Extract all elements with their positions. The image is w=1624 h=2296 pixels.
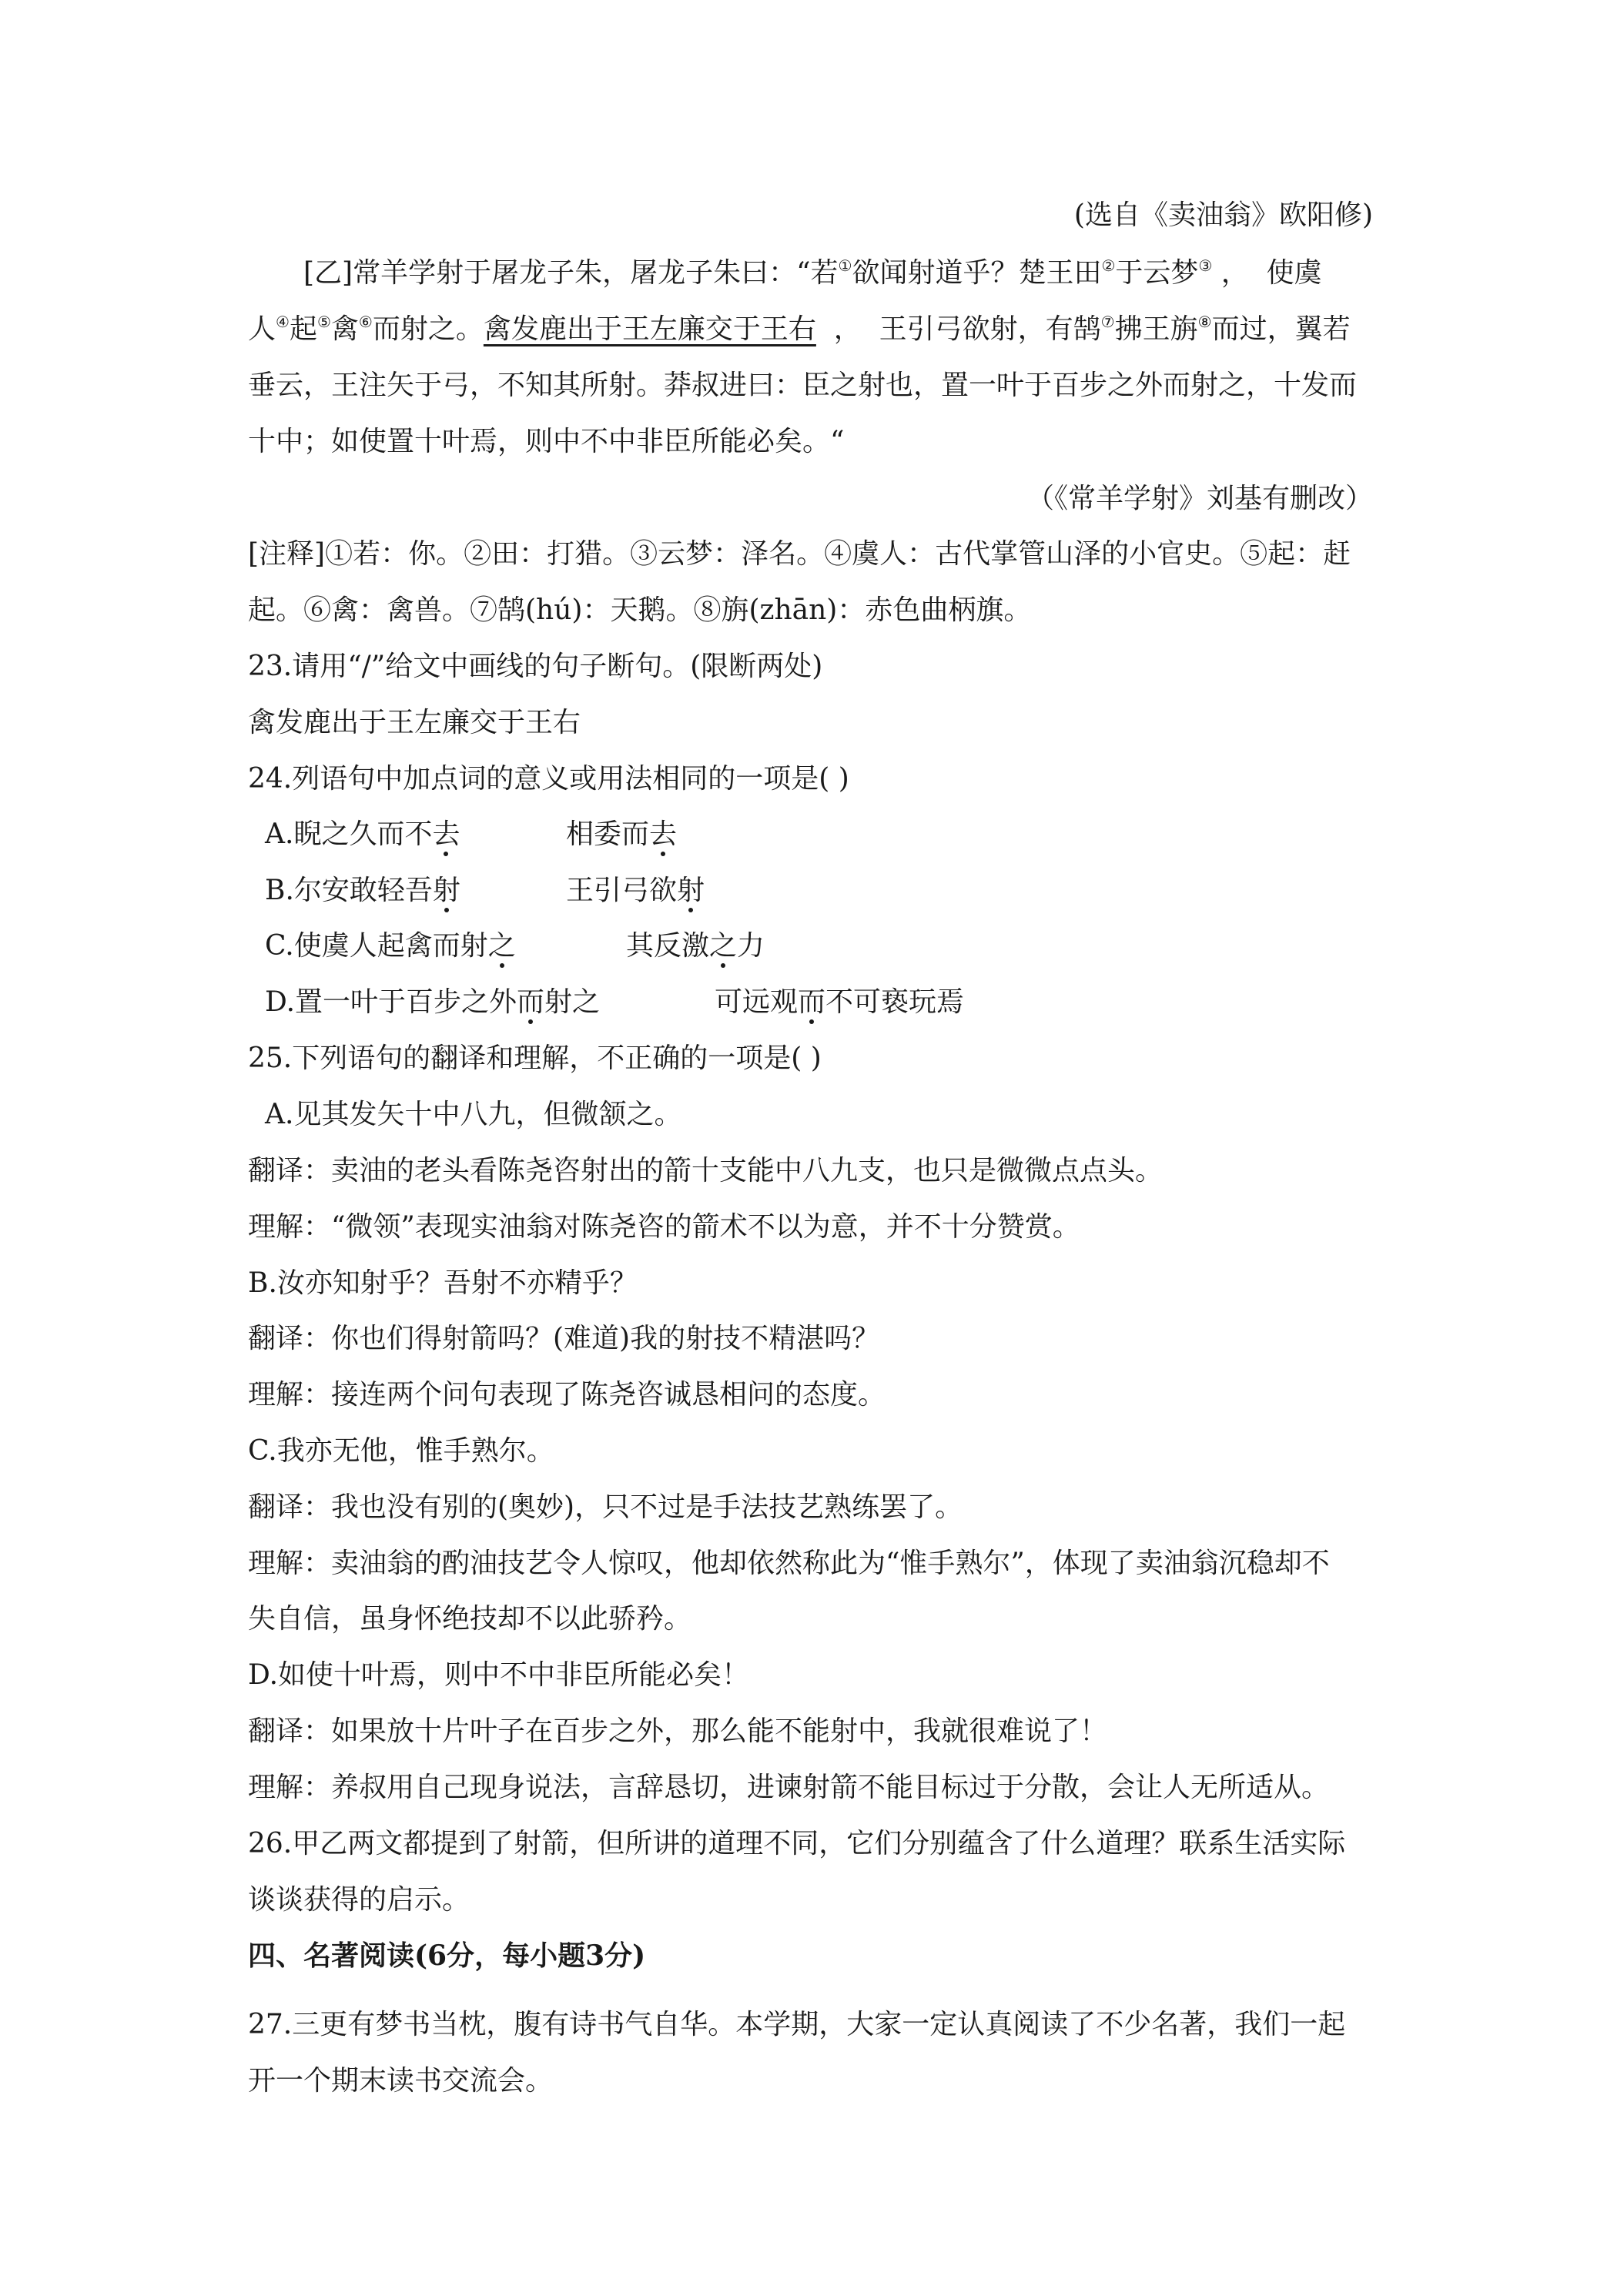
q25-d-sentence: D.如使十叶焉，则中不中非臣所能必矣！: [248, 1659, 750, 1691]
dotted-word: 而: [798, 986, 826, 1018]
underlined-sentence: 禽发鹿出于王左廉交于王右: [483, 313, 816, 345]
q25-b-translation: 翻译：你也们得射箭吗？(难道)我的射技不精湛吗？: [248, 1323, 880, 1354]
dotted-word: 之: [709, 930, 738, 962]
dotted-word: 而: [517, 986, 545, 1018]
source-jia: (选自《卖油翁》欧阳修): [1073, 199, 1373, 231]
q25-b-understanding: 理解：接连两个问句表现了陈尧咨诚恳相问的态度。: [248, 1379, 886, 1411]
q26-line-1: 26.甲乙两文都提到了射箭，但所讲的道理不同，它们分别蕴含了什么道理？联系生活实际: [248, 1828, 1346, 1859]
q23-sentence: 禽发鹿出于王左廉交于王右: [248, 707, 581, 738]
notes-line-1: [注释]①若：你。②田：打猎。③云梦：泽名。④虞人：古代掌管山泽的小官史。⑤起：赶: [248, 538, 1351, 570]
q25-d-translation: 翻译：如果放十片叶子在百步之外，那么能不能射中，我就很难说了！: [248, 1715, 1108, 1747]
q25-c-translation: 翻译：我也没有别的(奥妙)，只不过是手法技艺熟练罢了。: [248, 1491, 963, 1523]
q23-prompt: 23.请用“/”给文中画线的句子断句。(限断两处): [248, 651, 823, 682]
passage-yi-line-3: 垂云，王注矢于弓，不知其所射。莽叔进曰：臣之射也，置一叶于百步之外而射之，十发而: [248, 370, 1358, 401]
q24-option-a: A.睨之久而不去: [265, 818, 460, 850]
dotted-word: 射: [432, 875, 460, 906]
q25-d-understanding: 理解：养叔用自己现身说法，言辞恳切，进谏射箭不能目标过于分散，会让人无所适从。: [248, 1772, 1330, 1803]
q24-option-b-right: 王引弓欲射: [566, 875, 705, 906]
source-yi: （《常羊学射》刘基有删改）: [1026, 483, 1373, 514]
dotted-word: 之: [487, 930, 516, 962]
q27-line-2: 开一个期末读书交流会。: [248, 2065, 554, 2097]
q24-option-a-right: 相委而去: [566, 818, 678, 850]
passage-yi-line-1: [乙]常羊学射于屠龙子朱，屠龙子朱曰：“若①欲闻射道乎？楚王田②于云梦③ ， 使虞: [303, 256, 1322, 289]
passage-yi-line-2: 人④起⑤禽⑥而射之。禽发鹿出于王左廉交于王右 ， 王引弓欲射，有鹄⑦拂王旃⑧而过，翼若: [248, 313, 1351, 345]
q26-line-2: 谈谈获得的启示。: [248, 1884, 470, 1916]
q25-a-translation: 翻译：卖油的老头看陈尧咨射出的箭十支能中八九支，也只是微微点点头。: [248, 1155, 1164, 1186]
dotted-word: 去: [649, 818, 678, 850]
passage-yi-line-4: 十中；如使置十叶焉，则中不中非臣所能必矣。“: [248, 426, 845, 457]
dotted-word: 去: [432, 818, 460, 850]
dotted-word: 射: [677, 875, 705, 906]
notes-line-2: 起。⑥禽：禽兽。⑦鹄(hú)：天鹅。⑧旃(zhān)：赤色曲柄旗。: [248, 594, 1032, 626]
q25-c-understanding-2: 失自信，虽身怀绝技却不以此骄矜。: [248, 1603, 692, 1635]
q25-a-understanding: 理解：“微领”表现实油翁对陈尧咨的箭术不以为意，并不十分赞赏。: [248, 1211, 1080, 1243]
q25-c-sentence: C.我亦无他，惟手熟尔。: [248, 1435, 554, 1467]
q24-option-d-right: 可远观而不可亵玩焉: [715, 986, 965, 1018]
q24-option-b: B.尔安敢轻吾射: [265, 875, 460, 906]
q24-prompt: 24.列语句中加点词的意义或用法相同的一项是( ): [248, 763, 849, 795]
section-4-heading: 四、名著阅读(6分，每小题3分): [248, 1940, 646, 1972]
q24-option-c-right: 其反激之力: [626, 930, 765, 962]
q24-option-c: C.使虞人起禽而射之: [265, 930, 516, 962]
q25-b-sentence: B.汝亦知射乎？吾射不亦精乎？: [248, 1267, 638, 1299]
q27-line-1: 27.三更有梦书当枕，腹有诗书气自华。本学期，大家一定认真阅读了不少名著，我们一起: [248, 2009, 1346, 2040]
q25-a-sentence: A.见其发矢十中八九，但微颔之。: [265, 1099, 682, 1130]
q25-prompt: 25.下列语句的翻译和理解，不正确的一项是( ): [248, 1043, 822, 1074]
q25-c-understanding-1: 理解：卖油翁的酌油技艺令人惊叹，他却依然称此为“惟手熟尔”，体现了卖油翁沉稳却不: [248, 1548, 1330, 1579]
q24-option-d: D.置一叶于百步之外而射之: [265, 986, 601, 1018]
